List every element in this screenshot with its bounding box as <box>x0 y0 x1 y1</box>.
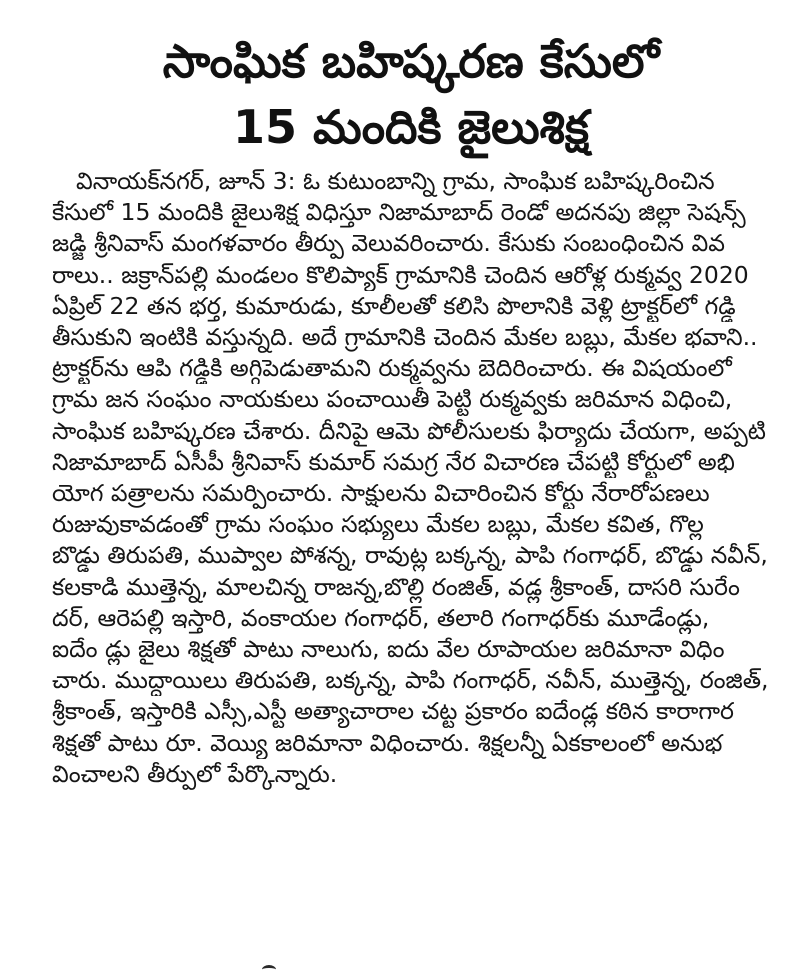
body-line: తీసుకుని ఇంటికి వస్తున్నది. అదే గ్రామానికి చెందిన మేకల బబ్లు, మేకల భవాని.. <box>52 323 758 352</box>
headline <box>52 28 770 160</box>
body-line: కలకాడి ముత్తెన్న, మాలచిన్న రాజన్న,బొల్లి రంజిత్, వడ్ల శ్రీకాంత్, దాసరి సురేం <box>52 572 740 601</box>
cropped-glyph-fragment <box>262 965 276 974</box>
body-line: బొడ్డు తిరుపతి, ముప్వాల పోశన్న, రావుట్ల బక్కన్న, పాపి గంగాధర్, బొడ్డు నవీన్, <box>52 541 768 570</box>
body-line: గ్రామ జన సంఘం నాయకులు పంచాయితీ పెట్టి రుక్మవ్వకు జరిమాన విధించి, <box>52 385 733 414</box>
body-line: జడ్జి శ్రీనివాస్ మంగళవారం తీర్పు వెలువరించారు. కేసుకు సంబంధించిన వివ <box>52 229 725 258</box>
body-line: శ్రీకాంత్, ఇస్తారికి ఎస్సీ,ఎస్టీ అత్యాచారాల చట్ట ప్రకారం ఐదేండ్ల కఠిన కారాగార <box>52 697 734 726</box>
article-body <box>52 166 770 790</box>
body-line: వినాయక్‌నగర్, జూన్ 3: ఓ కుటుంబాన్ని గ్రామ, సాంఘిక బహిష్కరించిన <box>76 167 715 195</box>
body-line: శిక్షతో పాటు రూ. వెయ్యి జరిమానా విధించారు. శిక్షలన్నీ ఏకకాలంలో అనుభ <box>52 728 723 757</box>
body-line: దర్, ఆరెపల్లి ఇస్తారి, వంకాయల గంగాధర్, తలారి గంగాధర్‌కు మూడేండ్లు, <box>52 603 710 632</box>
body-line: ఐదేం డ్లు జైలు శిక్షతో పాటు నాలుగు, ఐదు వేల రూపాయల జరిమానా విధిం <box>52 635 725 664</box>
body-line: చారు. ముద్దాయిలు తిరుపతి, బక్కన్న, పాపి గంగాధర్, నవీన్, ముత్తెన్న, రంజిత్, <box>52 666 769 695</box>
body-line: రుజువుకావడంతో గ్రామ సంఘం సభ్యులు మేకల బబ్లు, మేకల కవిత, గొల్ల <box>52 510 704 539</box>
headline-line-1: సాంఘిక బహిష్కరణ కేసులో <box>162 34 660 88</box>
body-line: సాంఘిక బహిష్కరణ చేశారు. దీనిపై ఆమె పోలీసులకు ఫిర్యాదు చేయగా, అప్పటి <box>52 416 766 445</box>
body-line: నిజామాబాద్ ఏసీపీ శ్రీనివాస్ కుమార్ సమగ్ర నేర విచారణ చేపట్టి కోర్టులో అభి <box>52 447 735 476</box>
body-line: ట్రాక్టర్‌ను ఆపి గడ్డికి అగ్గిపెడుతామని రుక్మవ్వను బెదిరించారు. ఈ విషయంలో <box>52 354 732 383</box>
body-line: కేసులో 15 మందికి జైలుశిక్ష విధిస్తూ నిజామాబాద్ రెండో అదనపు జిల్లా సెషన్స్ <box>52 198 746 227</box>
body-line: యోగ పత్రాలను సమర్పించారు. సాక్షులను విచారించిన కోర్టు నేరారోపణలు <box>52 479 710 508</box>
body-line: వించాలని తీర్పులో పేర్కొన్నారు. <box>52 759 338 788</box>
body-line: రాలు.. జక్రాన్‌పల్లి మండలం కొలిప్యాక్ గ్రామానికి చెందిన ఆరోళ్ల రుక్మవ్వ 2020 <box>52 260 749 289</box>
headline-line-2: 15 మందికి జైలుశిక్ష <box>233 100 589 154</box>
body-line: ఏప్రిల్ 22 తన భర్త, కుమారుడు, కూలీలతో కలిసి పొలానికి వెళ్లి ట్రాక్టర్‌లో గడ్డి <box>52 291 736 320</box>
